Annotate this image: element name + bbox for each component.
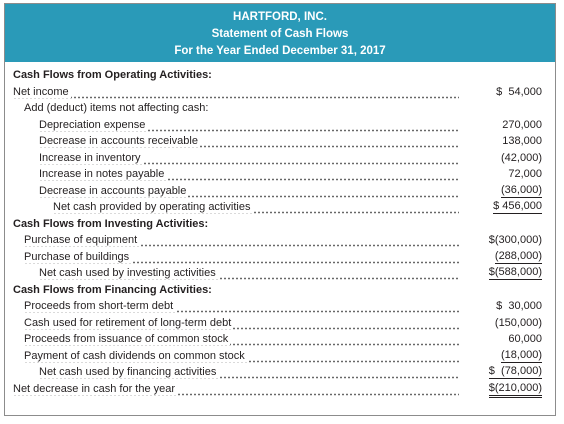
line-amount: 138,000 (502, 135, 542, 147)
statement-line (5, 299, 555, 314)
line-label-text: Purchase of buildings (24, 250, 130, 263)
section-heading (5, 283, 555, 298)
line-amount: $ (78,000) (488, 365, 542, 377)
line-label (24, 349, 459, 364)
line-label-text: Add (deduct) items not affecting cash: (24, 102, 209, 114)
statement-line (5, 332, 555, 347)
statement-line (5, 134, 555, 149)
line-label (39, 134, 459, 149)
line-label-text: Payment of cash dividends on common stock (24, 349, 245, 362)
line-label (39, 118, 459, 133)
line-label-text: Net cash used by investing activities (39, 267, 216, 279)
statement-line (5, 85, 555, 100)
line-amount: $ 456,000 (493, 200, 542, 212)
line-label-text: Proceeds from issuance of common stock (24, 333, 229, 345)
statement-line (5, 101, 555, 116)
statement-line (5, 200, 555, 215)
line-label-text: Decrease in accounts receivable (39, 135, 198, 147)
line-amount: (18,000) (501, 348, 542, 361)
line-label-text: Net income (13, 85, 69, 98)
statement-line (5, 250, 555, 265)
line-label-text: Depreciation expense (39, 118, 146, 131)
statement-header (5, 4, 555, 62)
line-amount: $ 54,000 (496, 85, 542, 98)
line-label-text: Net cash used by financing activities (39, 366, 217, 378)
line-label (24, 316, 459, 331)
line-amount: (150,000) (494, 316, 542, 329)
statement-line (5, 365, 555, 380)
line-amount: 72,000 (508, 168, 542, 180)
section-heading-label: Cash Flows from Operating Activities: (13, 69, 212, 81)
line-amount: 60,000 (508, 333, 542, 345)
line-label (13, 85, 459, 100)
line-label (39, 184, 459, 199)
line-label (39, 365, 459, 380)
line-label (39, 151, 459, 166)
statement-title: Statement of Cash Flows (211, 28, 349, 40)
line-amount: 270,000 (502, 118, 542, 131)
line-label (24, 250, 459, 265)
section-heading-label: Cash Flows from Financing Activities: (13, 283, 212, 296)
line-label (39, 266, 459, 281)
statement-line (5, 118, 555, 133)
line-label-text: Purchase of equipment (24, 234, 138, 246)
statement-line (5, 382, 555, 397)
section-heading (5, 217, 555, 232)
line-label (24, 299, 459, 314)
line-label-text: Proceeds from short-term debt (24, 300, 174, 312)
line-label (53, 200, 459, 215)
line-label-text: Increase in inventory (39, 151, 141, 164)
section-heading-label: Cash Flows from Investing Activities: (13, 217, 209, 230)
statement-line (5, 184, 555, 199)
statement-line (5, 151, 555, 166)
section-heading (5, 68, 555, 83)
line-label-text: Net cash provided by operating activities (53, 201, 251, 213)
line-amount: (42,000) (501, 151, 542, 164)
line-amount: (288,000) (494, 249, 542, 262)
line-label (24, 233, 459, 248)
line-label (24, 332, 459, 347)
statement-line (5, 316, 555, 331)
line-amount: $ 30,000 (496, 300, 542, 312)
statement-line (5, 266, 555, 281)
line-amount: (36,000) (501, 183, 542, 196)
company-name: HARTFORD, INC. (233, 11, 327, 23)
line-label (13, 382, 459, 397)
statement-line (5, 233, 555, 248)
line-label (39, 167, 459, 182)
line-label (24, 101, 459, 116)
line-label-text: Decrease in accounts payable (39, 184, 187, 197)
line-amount: $(588,000) (488, 266, 542, 278)
statement-line (5, 349, 555, 364)
line-label-text: Increase in notes payable (39, 168, 165, 180)
line-label-text: Cash used for retirement of long-term debt (24, 316, 232, 329)
statement-period: For the Year Ended December 31, 2017 (174, 45, 386, 57)
line-amount: $(210,000) (489, 382, 542, 398)
statement-line (5, 167, 555, 182)
line-amount: $(300,000) (488, 234, 542, 246)
line-label-text: Net decrease in cash for the year (13, 382, 176, 395)
